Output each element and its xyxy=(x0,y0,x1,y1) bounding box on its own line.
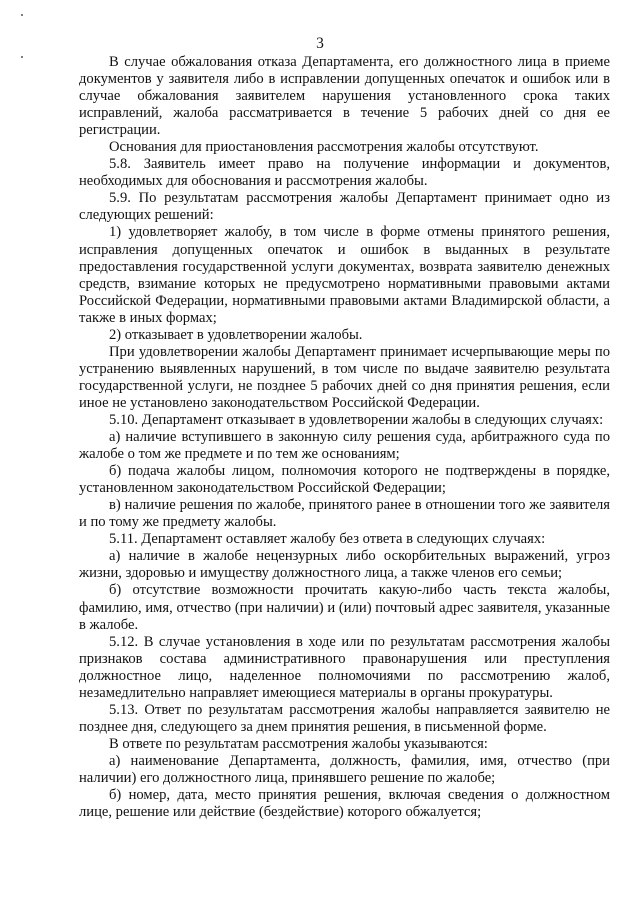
paragraph-5-8: 5.8. Заявитель имеет право на получение информации и документов, необходимых для обоснования и рассмотрения жалобы. xyxy=(79,156,610,190)
paragraph-5-11-item-a: а) наличие в жалобе нецензурных либо оскорбительных выражений, угроз жизни, здоровью и имуществу должностного лица, а также членов его семьи; xyxy=(79,548,610,582)
paragraph-5-10-item-a: а) наличие вступившего в законную силу решения суда, арбитражного суда по жалобе о том же предмете и по тем же основаниям; xyxy=(79,429,610,463)
paragraph-no-suspension: Основания для приостановления рассмотрения жалобы отсутствуют. xyxy=(109,139,539,156)
scan-speck xyxy=(21,14,23,16)
paragraph-5-12: 5.12. В случае установления в ходе или по результатам рассмотрения жалобы признаков состава административного правонарушения или преступления должностное лицо, наделенное полномочиями по рассмотрению жалоб, незамедлительно направляет имеющиеся материалы в органы прокуратуры. xyxy=(79,633,610,701)
paragraph-answer-item-a: а) наименование Департамента, должность, фамилия, имя, отчество (при наличии) его должностного лица, принявшего решение по жалобе; xyxy=(79,752,610,786)
scan-speck xyxy=(21,56,23,58)
paragraph-5-11-item-b: б) отсутствие возможности прочитать какую-либо часть текста жалобы, фамилию, имя, отчество (при наличии) и (или) почтовый адрес заявителя, указанные в жалобе. xyxy=(79,582,610,633)
paragraph-5-9: 5.9. По результатам рассмотрения жалобы Департамент принимает одно из следующих решений: xyxy=(79,190,610,224)
paragraph-satisfaction-measures: При удовлетворении жалобы Департамент принимает исчерпывающие меры по устранению выявленных нарушений, в том числе по выдаче заявителю результата государственной услуги, не позднее 5 рабочих дней со дня принятия решения, если иное не установлено законодательством Российской Федерации. xyxy=(79,343,610,411)
paragraph-answer-item-b: б) номер, дата, место принятия решения, включая сведения о должностном лице, решение или действие (бездействие) которого обжалуется; xyxy=(79,787,610,821)
paragraph-5-9-item-1: 1) удовлетворяет жалобу, в том числе в форме отмены принятого решения, исправления допущенных опечаток и ошибок в выданных в результате предоставления государственной услуги документах, возврата заявителю денежных средств, взимание которых не предусмотрено нормативными правовыми актами Российской Федерации, нормативными правовыми актами Владимирской области, а также в иных формах; xyxy=(79,224,610,326)
page-number: 3 xyxy=(316,35,324,52)
paragraph-appeal-refusal: В случае обжалования отказа Департамента, его должностного лица в приеме документов у заявителя либо в исправлении допущенных опечаток и ошибок или в случае обжалования заявителем нарушения установленного срока таких исправлений, жалоба рассматривается в течение 5 рабочих дней со дня ее регистрации. xyxy=(79,54,610,139)
paragraph-5-10-item-b: б) подача жалобы лицом, полномочия которого не подтверждены в порядке, установленном законодательством Российской Федерации; xyxy=(79,463,610,497)
paragraph-5-10-item-v: в) наличие решения по жалобе, принятого ранее в отношении того же заявителя и по тому же предмету жалобы. xyxy=(79,497,610,531)
paragraph-5-13: 5.13. Ответ по результатам рассмотрения жалобы направляется заявителю не позднее дня, следующего за днем принятия решения, в письменной форме. xyxy=(79,701,610,735)
document-body xyxy=(79,54,610,821)
paragraph-5-11: 5.11. Департамент оставляет жалобу без ответа в следующих случаях: xyxy=(109,531,546,548)
paragraph-answer-contents: В ответе по результатам рассмотрения жалобы указываются: xyxy=(109,735,488,752)
paragraph-5-9-item-2: 2) отказывает в удовлетворении жалобы. xyxy=(109,326,363,343)
paragraph-5-10: 5.10. Департамент отказывает в удовлетворении жалобы в следующих случаях: xyxy=(109,411,604,428)
